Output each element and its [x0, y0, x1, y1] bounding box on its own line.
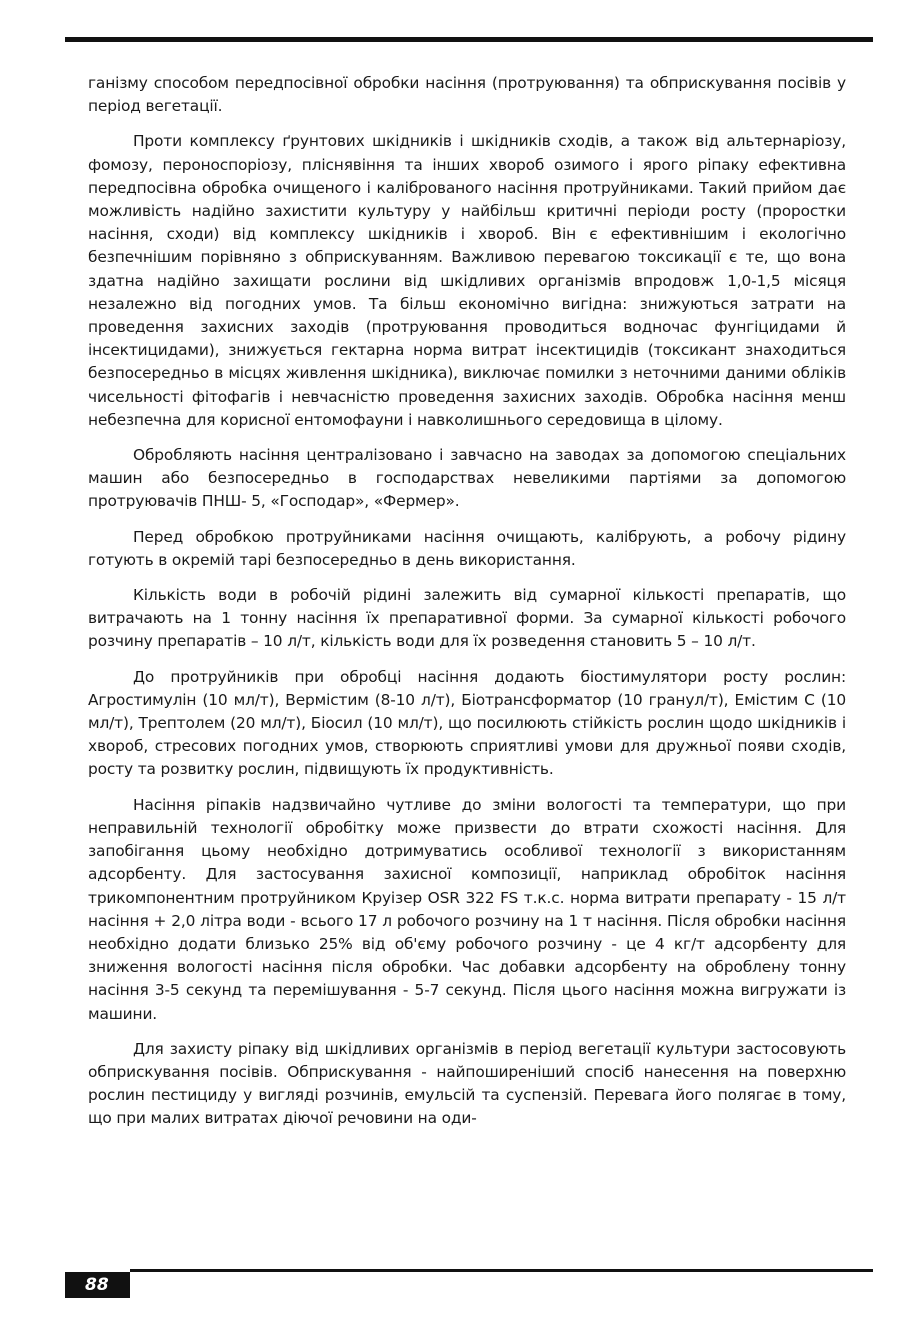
paragraph-7: Насіння ріпаків надзвичайно чутливе до зміни вологості та температури, що при неправильній технології обробітку може призвести до втрати схожості насіння. Для запобігання цьому необхідно дотримуватись особливої технології з використанням адсорбенту. Для застосування захисної композиції, наприклад обробіток насіння трикомпонентним протруйником Круізер OSR 322 FS т.к.с. норма витрати препарату - 15 л/т насіння + 2,0 літра води - всього 17 л робочого розчину на 1 т насіння. Після обробки насіння необхідно додати близько 25% від об'єму робочого розчину - це 4 кг/т адсорбенту для зниження вологості насіння після обробки. Час добавки адсорбенту на оброблену тонну насіння 3-5 секунд та перемішування - 5-7 секунд. Після цього насіння можна вигружати із машини. [88, 795, 846, 1023]
page-number: 88 [85, 1275, 109, 1295]
footer-rule [130, 1269, 873, 1272]
body-text [88, 72, 846, 1143]
header-rule [65, 37, 873, 42]
paragraph-2: Проти комплексу ґрунтових шкідників і шкідників сходів, а також від альтернаріозу, фомозу, пероноспоріозу, пліснявіння та інших хвороб озимого і ярого ріпаку ефективна передпосівна обробка очищеного і каліброваного насіння протруйниками. Такий прийом дає можливість надійно захистити культуру у найбільш критичні періоди росту (проростки насіння, сходи) від комплексу шкідників і хвороб. Він є ефективнішим і екологічно безпечнішим порівняно з обприскуванням. Важливою перевагою токсикації є те, що вона здатна надійно захищати рослини від шкідливих організмів впродовж 1,0-1,5 місяця незалежно від погодних умов. Та більш економічно вигідна: знижуються затрати на проведення захисних заходів (протруювання проводиться водночас фунгіцидами й інсектицидами), знижується гектарна норма витрат інсектицидів (токсикант знаходиться безпосередньо в місцях живлення шкідника), виключає помилки з неточними даними обліків чисельності фітофагів і невчасністю проведення захисних заходів. Обробка насіння менш небезпечна для корисної ентомофауни і навколишнього середовища в цілому. [88, 132, 846, 429]
paragraph-3: Обробляють насіння централізовано і завчасно на заводах за допомогою спеціальних машин або безпосередньо в господарствах невеликими партіями за допомогою протруювачів ПНШ- 5, «Господар», «Фермер». [88, 446, 846, 511]
paragraph-5: Кількість води в робочій рідині залежить від сумарної кількості препаратів, що витрачають на 1 тонну насіння їх препаративної форми. За сумарної кількості робочого розчину препаратів – 10 л/т, кількість води для їх розведення становить 5 – 10 л/т. [88, 586, 846, 651]
paragraph-8: Для захисту ріпаку від шкідливих організмів в період вегетації культури застосовують обприскування посівів. Обприскування - найпоширеніший спосіб нанесення на поверхню рослин пестициду у вигляді розчинів, емульсій та суспензій. Перевага його полягає в тому, що при малих витратах діючої речовини на оди- [88, 1039, 846, 1128]
paragraph-4: Перед обробкою протруйниками насіння очищають, калібрують, а робочу рідину готують в окремій тарі безпосередньо в день використання. [88, 527, 846, 569]
paragraph-6: До протруйників при обробці насіння додають біостимулятори росту рослин: Агростимулін (10 мл/т), Вермістим (8-10 л/т), Біотрансформатор (10 гранул/т), Емістим С (10 мл/т), Трептолем (20 мл/т), Біосил (10 мл/т), що посилюють стійкість рослин щодо шкідників і хвороб, стресових погодних умов, створюють сприятливі умови для дружньої появи сходів, росту та розвитку рослин, підвищують їх продуктивність. [88, 667, 846, 779]
paragraph-1: ганізму способом передпосівної обробки насіння (протруювання) та обприскування посівів у період вегетації. [88, 74, 846, 116]
